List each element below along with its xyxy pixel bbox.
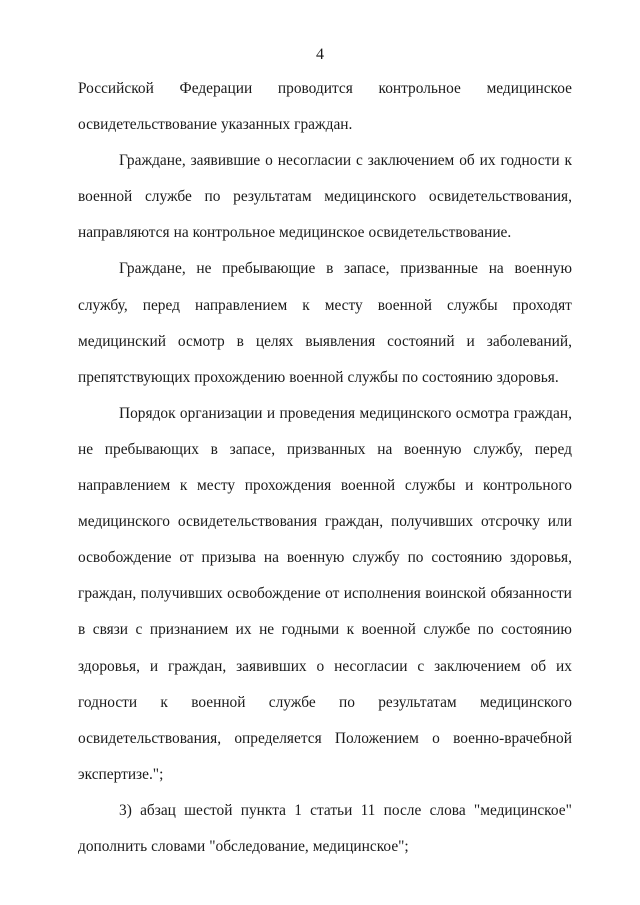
document-body bbox=[78, 71, 572, 865]
text-line: годности к военной службе по результатам медицинского bbox=[78, 693, 572, 711]
paragraph-continuation bbox=[78, 71, 572, 143]
text-line: дополнить словами "обследование, медицинское"; bbox=[78, 837, 409, 855]
text-line: здоровья, и граждан, заявивших о несогласии с заключением об их bbox=[78, 657, 572, 675]
text-line: службу, перед направлением к месту военной службы проходят bbox=[78, 296, 572, 314]
text-line: 3) абзац шестой пункта 1 статьи 11 после слова "медицинское" bbox=[119, 801, 572, 819]
text-line: освобождение от призыва на военную службу по состоянию здоровья, bbox=[78, 549, 572, 567]
page-number: 4 bbox=[316, 46, 324, 63]
text-line: не пребывающих в запасе, призванных на военную службу, перед bbox=[78, 440, 572, 458]
text-line: Граждане, заявившие о несогласии с заключением об их годности к bbox=[119, 152, 572, 170]
text-line: медицинского освидетельствования граждан, получивших отсрочку или bbox=[78, 513, 572, 531]
text-line: Порядок организации и проведения медицинского осмотра граждан, bbox=[119, 404, 572, 422]
text-line: граждан, получивших освобождение от исполнения воинской обязанности bbox=[78, 585, 572, 603]
paragraph-procedure bbox=[78, 396, 572, 793]
text-line: освидетельствования, определяется Положением о военно-врачебной bbox=[78, 729, 572, 747]
paragraph-disagreement bbox=[78, 143, 572, 251]
text-line: военной службе по результатам медицинского освидетельствования, bbox=[78, 188, 572, 206]
paragraph-amendment bbox=[78, 793, 572, 865]
text-line: экспертизе."; bbox=[78, 765, 164, 783]
text-line: Граждане, не пребывающие в запасе, призванные на военную bbox=[119, 260, 572, 278]
text-line: препятствующих прохождению военной службы по состоянию здоровья. bbox=[78, 368, 559, 386]
text-line: направляются на контрольное медицинское освидетельствование. bbox=[78, 224, 512, 242]
text-line: направлением к месту прохождения военной службы и контрольного bbox=[78, 477, 572, 495]
text-line: в связи с признанием их не годными к военной службе по состоянию bbox=[78, 621, 572, 639]
text-line: освидетельствование указанных граждан. bbox=[78, 116, 353, 134]
text-line: Российской Федерации проводится контрольное медицинское bbox=[78, 80, 572, 97]
text-line: медицинский осмотр в целях выявления состояний и заболеваний, bbox=[78, 332, 572, 350]
paragraph-medical-exam bbox=[78, 251, 572, 395]
